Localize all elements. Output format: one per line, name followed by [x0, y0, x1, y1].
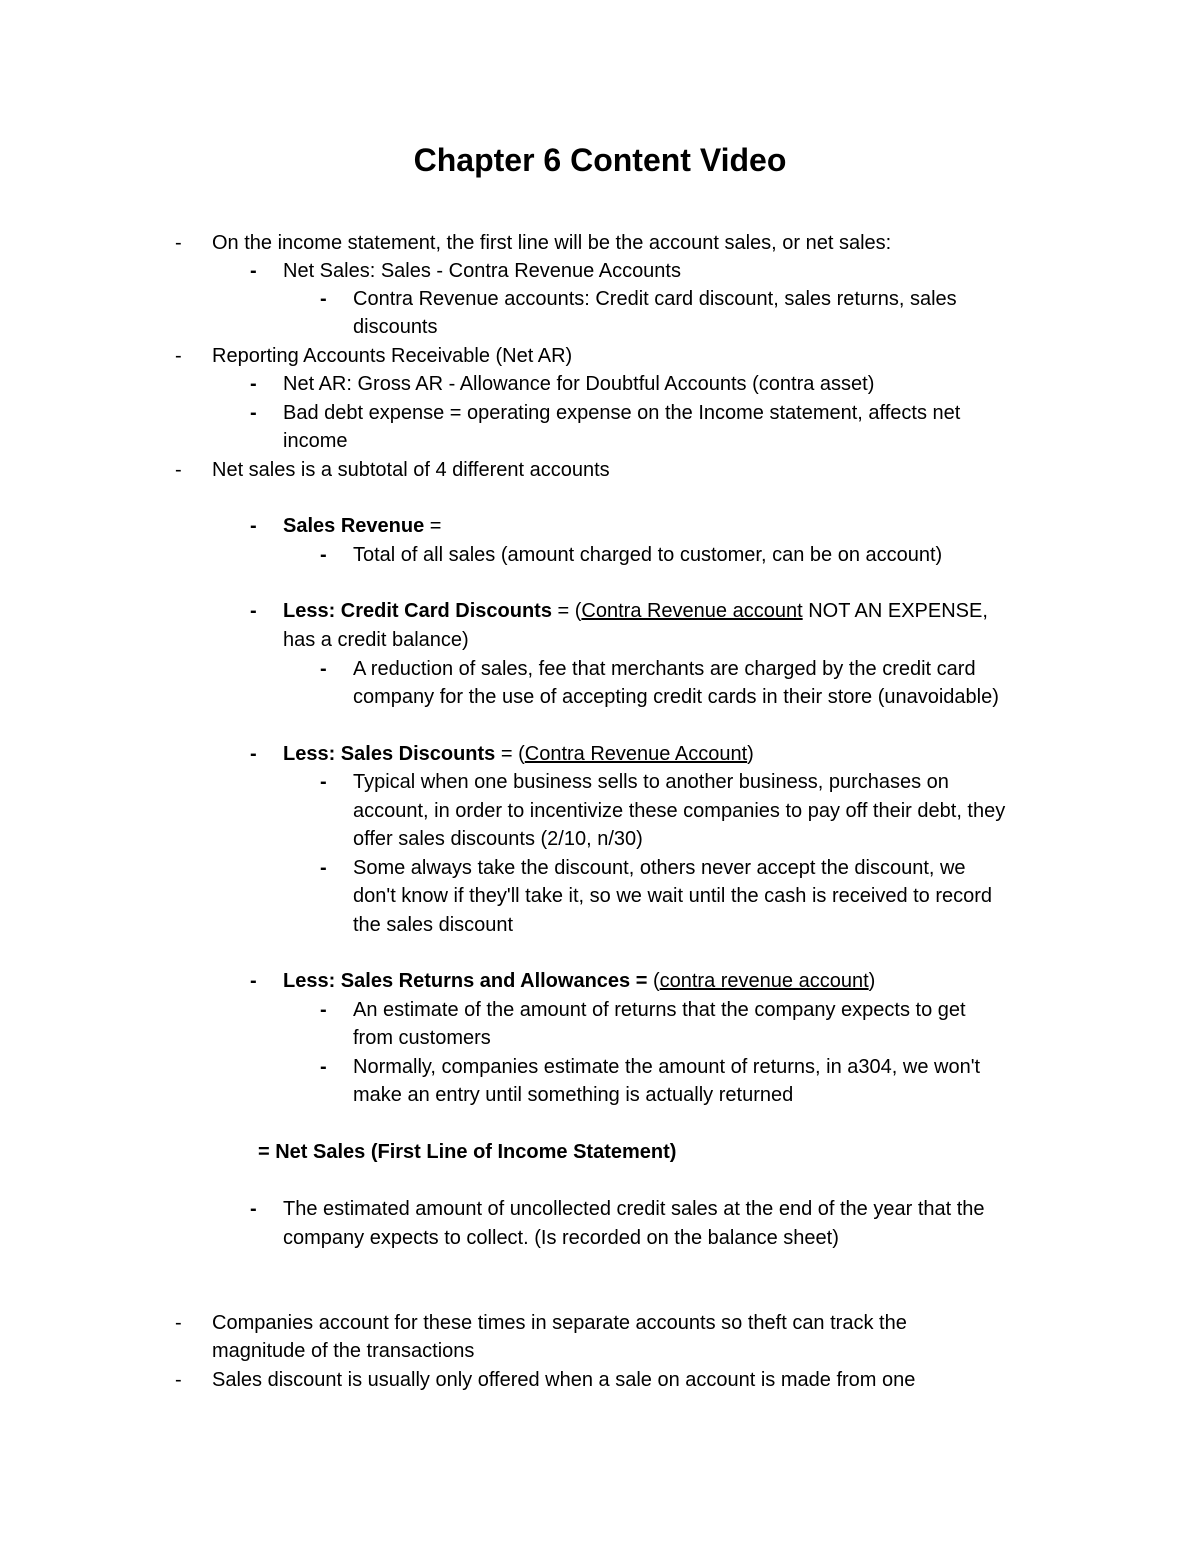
- bullet-reporting-ar: Reporting Accounts Receivable (Net AR): [212, 345, 573, 367]
- equals-open-paren: = (: [495, 743, 525, 765]
- bullet-dash: -: [250, 970, 257, 992]
- sales-returns-label: Less: Sales Returns and Allowances =: [283, 970, 648, 992]
- credit-card-discounts-heading: [283, 597, 988, 625]
- not-an-expense-text: NOT AN EXPENSE,: [802, 600, 988, 622]
- bullet-typical-business-cont: account, in order to incentivize these companies to pay off their debt, they: [353, 800, 1006, 822]
- bullet-dash: -: [320, 544, 327, 566]
- bullet-some-always-take-cont: don't know if they'll take it, so we wait until the cash is received to record: [353, 885, 993, 907]
- bullet-dash: -: [250, 373, 257, 395]
- bullet-separate-accounts: Companies account for these times in separate accounts so theft can track the: [212, 1312, 907, 1334]
- bullet-contra-revenue-accounts: Contra Revenue accounts: Credit card discount, sales returns, sales: [353, 288, 957, 310]
- bullet-dash: -: [250, 600, 257, 622]
- bullet-dash: -: [320, 1056, 327, 1078]
- bullet-estimated-uncollected-cont: company expects to collect. (Is recorded on the balance sheet): [283, 1227, 839, 1249]
- sales-discounts-label: Less: Sales Discounts: [283, 743, 496, 765]
- bullet-some-always-take-cont2: the sales discount: [353, 914, 514, 936]
- contra-revenue-account-underlined: Contra Revenue account: [581, 600, 803, 622]
- bullet-dash: -: [250, 260, 257, 282]
- bullet-net-sales-formula: Net Sales: Sales - Contra Revenue Accounts: [283, 260, 681, 282]
- bullet-income-statement: On the income statement, the first line will be the account sales, or net sales:: [212, 232, 892, 254]
- bullet-dash: -: [320, 999, 327, 1021]
- bullet-dash: -: [175, 1312, 182, 1334]
- page-title: Chapter 6 Content Video: [413, 142, 787, 178]
- bullet-some-always-take: Some always take the discount, others never accept the discount, we: [353, 857, 966, 879]
- bullet-estimated-uncollected: The estimated amount of uncollected credit sales at the end of the year that the: [283, 1198, 985, 1220]
- credit-card-discounts-label: Less: Credit Card Discounts: [283, 600, 552, 622]
- sales-revenue-heading: [283, 512, 441, 540]
- equals-open-paren: = (: [551, 600, 582, 622]
- sales-revenue-equals: =: [424, 515, 442, 537]
- sales-returns-heading: [283, 967, 875, 995]
- bullet-normally-companies-cont: make an entry until something is actually returned: [353, 1084, 794, 1106]
- bullet-dash: -: [320, 658, 327, 680]
- open-paren: (: [647, 970, 660, 992]
- bullet-normally-companies: Normally, companies estimate the amount of returns, in a304, we won't: [353, 1056, 981, 1078]
- bullet-dash: -: [175, 459, 182, 481]
- bullet-sales-discount-offered: Sales discount is usually only offered when a sale on account is made from one: [212, 1369, 916, 1391]
- bullet-separate-accounts-cont: magnitude of the transactions: [212, 1340, 475, 1362]
- bullet-net-ar-formula: Net AR: Gross AR - Allowance for Doubtful Accounts (contra asset): [283, 373, 875, 395]
- bullet-typical-business-cont2: offer sales discounts (2/10, n/30): [353, 828, 643, 850]
- bullet-dash: -: [250, 743, 257, 765]
- credit-card-discounts-cont: has a credit balance): [283, 629, 469, 651]
- contra-revenue-account-underlined: contra revenue account: [659, 970, 869, 992]
- sales-discounts-heading: [283, 740, 754, 768]
- bullet-bad-debt-expense-cont: income: [283, 430, 348, 452]
- bullet-dash: -: [250, 515, 257, 537]
- close-paren: ): [747, 743, 754, 765]
- bullet-reduction-of-sales: A reduction of sales, fee that merchants are charged by the credit card: [353, 658, 976, 680]
- bullet-bad-debt-expense: Bad debt expense = operating expense on the Income statement, affects net: [283, 402, 961, 424]
- net-sales-result: = Net Sales (First Line of Income Statement): [258, 1141, 677, 1163]
- bullet-dash: -: [175, 345, 182, 367]
- bullet-dash: -: [175, 1369, 182, 1391]
- sales-revenue-label: Sales Revenue: [283, 515, 425, 537]
- bullet-estimate-returns: An estimate of the amount of returns that the company expects to get: [353, 999, 966, 1021]
- bullet-dash: -: [320, 771, 327, 793]
- contra-revenue-account-underlined: Contra Revenue Account: [524, 743, 748, 765]
- bullet-reduction-of-sales-cont: company for the use of accepting credit cards in their store (unavoidable): [353, 686, 999, 708]
- bullet-contra-revenue-accounts-cont: discounts: [353, 316, 438, 338]
- bullet-dash: -: [320, 288, 327, 310]
- bullet-typical-business: Typical when one business sells to another business, purchases on: [353, 771, 949, 793]
- bullet-dash: -: [320, 857, 327, 879]
- bullet-estimate-returns-cont: from customers: [353, 1027, 491, 1049]
- bullet-dash: -: [175, 232, 182, 254]
- bullet-total-of-sales: Total of all sales (amount charged to customer, can be on account): [353, 544, 943, 566]
- bullet-dash: -: [250, 1198, 257, 1220]
- bullet-dash: -: [250, 402, 257, 424]
- bullet-net-sales-subtotal: Net sales is a subtotal of 4 different accounts: [212, 459, 610, 481]
- close-paren: ): [868, 970, 876, 992]
